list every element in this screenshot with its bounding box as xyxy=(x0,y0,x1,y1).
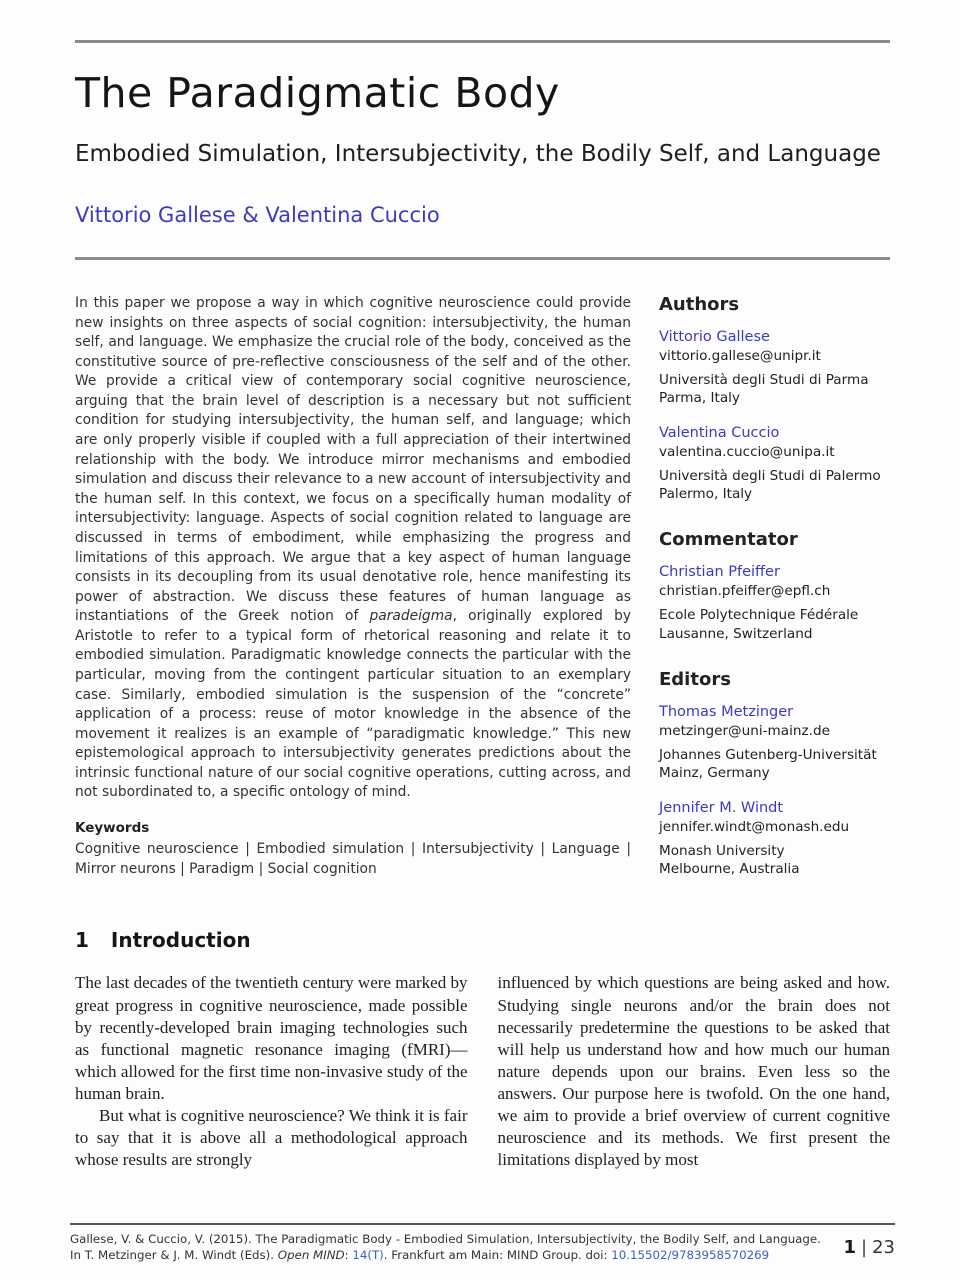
abstract-text xyxy=(75,294,631,803)
citation-block xyxy=(70,1231,821,1264)
author-entry xyxy=(659,425,890,504)
editor-affiliation: Monash University xyxy=(659,842,785,859)
authors-heading: Authors xyxy=(659,294,740,315)
keywords-list: Cognitive neuroscience | Embodied simulation | Intersubjectivity | Language | Mirror neurons | Paradigm | Social cognition xyxy=(75,841,631,878)
keywords-block xyxy=(75,820,631,879)
intro-left-column xyxy=(75,972,468,1171)
commentator-entry xyxy=(659,564,890,643)
page-number xyxy=(843,1237,895,1258)
page-footer xyxy=(70,1223,895,1264)
commentator-email: christian.pfeiffer@epfl.ch xyxy=(659,583,831,600)
keywords-label: Keywords xyxy=(75,820,150,837)
contributors-sidebar xyxy=(659,294,890,904)
commentator-location: Lausanne, Switzerland xyxy=(659,625,813,642)
current-page: 1 xyxy=(843,1236,857,1258)
two-column-body xyxy=(75,972,890,1171)
section-title: Introduction xyxy=(110,928,251,953)
section-number: 1 xyxy=(75,928,89,953)
editor-location: Melbourne, Australia xyxy=(659,861,800,878)
abstract-run: In this paper we propose a way in which cognitive neuroscience could provide new insights on three aspects of social cognition: intersubjectivity, the human self, and language. We emphasize the crucial role of the body, conceived as the constitutive source of pre-reflective consciousness of the self and of the other. We provide a critical view of contemporary social cognitive neuroscience, arguing that the brain level of description is a necessary but not sufficient condition for studying intersubjectivity, the human self, and language; which are only properly visible if coupled with a full appreciation of their intertwined relationship with the body. We introduce mirror mechanisms and embodied simulation and discuss their relevance to a new account of intersubjectivity and the human self. In this context, we focus on a specifically human modality of intersubjectivity: language. Aspects of social cognition related to language are discussed in terms of embodiment, while emphasizing the progress and limitations of this approach. We argue that a key aspect of human language consists in its decoupling from its usual denotative role, hence manifesting its power of abstraction. We discuss these features of human language as instantiations of the Greek notion of xyxy=(75,295,631,625)
author-location: Palermo, Italy xyxy=(659,486,753,503)
author-email: valentina.cuccio@unipa.it xyxy=(659,443,835,460)
citation-line-2 xyxy=(70,1247,821,1264)
abstract-run: , originally explored by Aristotle to refer to a typical form of rhetorical reasoning and relate it to embodied simulation. Paradigmatic knowledge connects the particular with the particular, moving from the contingent particular situation to an exemplary case. Similarly, embodied simulation is the suspension of the “concrete” application of a process: reuse of motor knowledge in the absence of the movement it realizes is an example of “paradigmatic knowledge.” This new epistemological approach to intersubjectivity generates predictions about the intrinsic functional nature of our social cognitive operations, cutting across, and not subordinated to, a specific ontology of mind. xyxy=(75,608,631,801)
editors-section xyxy=(659,669,890,878)
header-divider xyxy=(75,257,890,260)
abstract-italic-term: paradeigma xyxy=(369,608,453,625)
editor-name-link[interactable]: Thomas Metzinger xyxy=(659,704,794,721)
paper-title: The Paradigmatic Body xyxy=(75,69,560,117)
journal-name: Open MIND xyxy=(277,1248,345,1263)
citation-run: : xyxy=(344,1248,353,1263)
commentator-section xyxy=(659,529,890,643)
commentator-affiliation: Ecole Polytechnique Fédérale xyxy=(659,607,859,624)
editor-name-link[interactable]: Jennifer M. Windt xyxy=(659,799,784,816)
editor-entry xyxy=(659,704,890,783)
editors-heading: Editors xyxy=(659,669,731,691)
doi-link[interactable]: 10.15502/9783958570269 xyxy=(611,1248,770,1263)
citation-run: In T. Metzinger & J. M. Windt (Eds). xyxy=(70,1248,278,1263)
author-affiliation: Università degli Studi di Parma xyxy=(659,372,869,388)
author-name-link[interactable]: Valentina Cuccio xyxy=(659,424,780,441)
footer-divider xyxy=(70,1223,895,1225)
total-pages: 23 xyxy=(872,1236,895,1258)
intro-paragraph: The last decades of the twentieth century were marked by great progress in cognitive neuroscience, made possible by recently-developed brain imaging technologies such as functional magnetic resonance imaging (fMRI)—which allowed for the first time non-invasive study of the human brain. xyxy=(75,973,468,1103)
citation-run: . Frankfurt am Main: MIND Group. doi: xyxy=(383,1248,612,1263)
commentator-name-link[interactable]: Christian Pfeiffer xyxy=(659,564,780,581)
abstract-column xyxy=(75,294,631,904)
intro-paragraph: influenced by which questions are being asked and how. Studying single neurons and/or the brain does not necessarily predetermine the questions to be asked that will help us understand how and how much our human nature depends upon our brains. Even less so the answers. Our purpose here is twofold. On the one hand, we aim to provide a brief overview of current cognitive neuroscience and its methods. We first present the limitations displayed by most xyxy=(497,973,890,1170)
editor-entry xyxy=(659,800,890,879)
intro-paragraph: But what is cognitive neuroscience? We think it is fair to say that it is above all a methodological approach whose results are strongly xyxy=(75,1106,468,1170)
footer-row xyxy=(70,1231,895,1264)
editor-affiliation: Johannes Gutenberg-Universität xyxy=(659,747,877,764)
paper-subtitle: Embodied Simulation, Intersubjectivity, the Bodily Self, and Language xyxy=(75,141,881,167)
page-separator: | xyxy=(861,1236,868,1258)
editor-email: jennifer.windt@monash.edu xyxy=(659,818,850,835)
commentator-heading: Commentator xyxy=(659,529,798,551)
author-name-link[interactable]: Vittorio Gallese xyxy=(659,329,770,345)
editor-email: metzinger@uni-mainz.de xyxy=(659,723,830,740)
main-area xyxy=(75,294,890,904)
intro-right-column xyxy=(498,972,891,1171)
authors-section xyxy=(659,294,890,503)
author-entry xyxy=(659,329,890,408)
issue-link[interactable]: 14(T) xyxy=(352,1248,384,1263)
top-divider xyxy=(75,40,890,43)
author-location: Parma, Italy xyxy=(659,390,740,407)
introduction-section xyxy=(75,928,890,1171)
editor-location: Mainz, Germany xyxy=(659,765,770,782)
citation-line-1: Gallese, V. & Cuccio, V. (2015). The Paradigmatic Body - Embodied Simulation, Intersubjectivity, the Bodily Self, and Language. xyxy=(70,1231,821,1246)
authors-byline[interactable]: Vittorio Gallese & Valentina Cuccio xyxy=(75,203,440,227)
author-email: vittorio.gallese@unipr.it xyxy=(659,348,821,364)
author-affiliation: Università degli Studi di Palermo xyxy=(659,467,881,484)
introduction-heading xyxy=(75,928,890,952)
